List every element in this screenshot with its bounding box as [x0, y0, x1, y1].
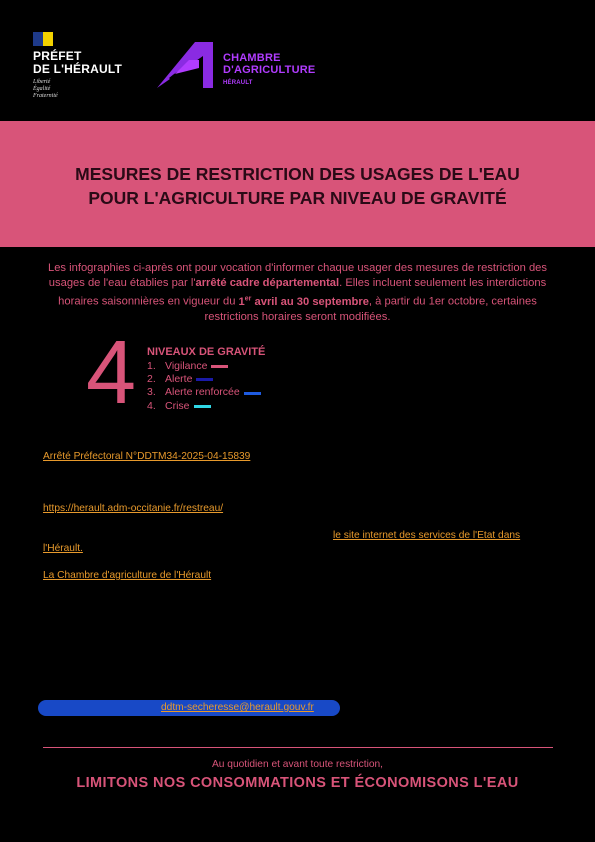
prefet-logo	[33, 32, 133, 100]
page-title-line1: MESURES DE RESTRICTION DES USAGES DE L'EAU	[75, 164, 520, 184]
marianne-icon	[33, 32, 53, 46]
niveau-color-line	[194, 405, 211, 408]
site-etat-link-part2[interactable]: l'Hérault.	[43, 543, 83, 554]
niveau-number: 2.	[147, 373, 156, 386]
page-title	[0, 162, 595, 210]
niveau-number: 1.	[147, 360, 156, 372]
niveau-item-crise	[147, 400, 265, 413]
niveaux-block	[147, 346, 265, 413]
chambre-line2: D'AGRICULTURE	[223, 64, 316, 76]
arrete-prefectoral-link[interactable]: Arrêté Préfectoral N°DDTM34-2025-04-15839	[43, 451, 251, 462]
chambre-line3: HÉRAULT	[223, 80, 253, 86]
devise	[33, 79, 133, 100]
prefet-title-line1: PRÉFET	[33, 49, 82, 63]
niveau-color-line	[196, 378, 213, 381]
prefet-title	[33, 50, 133, 76]
email-link[interactable]: ddtm-secheresse@herault.gouv.fr	[161, 702, 314, 713]
prefet-title-line2: DE L'HÉRAULT	[33, 62, 123, 76]
niveau-color-line	[244, 392, 261, 395]
title-band	[0, 121, 595, 247]
niveau-item-vigilance	[147, 360, 265, 373]
niveaux-list	[147, 360, 265, 413]
intro-date-rest: avril au 30 septembre	[251, 295, 369, 308]
devise-line3: Fraternité	[33, 93, 58, 99]
niveau-label: Alerte	[165, 373, 193, 386]
chambre-emblem-icon	[155, 38, 217, 92]
chambre-agriculture-logo	[155, 38, 325, 92]
intro-date-sup: er	[244, 295, 252, 302]
niveau-label: Alerte renforcée	[165, 386, 240, 399]
intro-paragraph	[40, 261, 555, 325]
devise-line2: Égalité	[33, 86, 51, 92]
intro-text-3: , à partir du 1er octobre, certaines restrictions horaires seront modifiées.	[204, 295, 537, 323]
intro-date-num: 1	[238, 295, 245, 308]
niveaux-title: NIVEAUX DE GRAVITÉ	[147, 346, 266, 358]
footer-slogan: LIMITONS NOS CONSOMMATIONS ET ÉCONOMISONS L'EAU	[76, 775, 519, 791]
big-number-four: 4	[86, 323, 137, 423]
devise-line1: Liberté	[33, 79, 51, 85]
footer-tagline: Au quotidien et avant toute restriction,	[211, 759, 384, 770]
footer-divider	[43, 747, 553, 748]
site-etat-link-part1[interactable]: le site internet des services de l'Etat dans	[333, 530, 521, 541]
niveau-color-line	[211, 365, 228, 368]
intro-bold-arrete: arrêté cadre départemental	[195, 277, 340, 289]
restreau-url-link[interactable]: https://herault.adm-occitanie.fr/restreau/	[43, 503, 224, 514]
intro-text-1: Les infographies ci-après ont pour vocation d'informer chaque usager des mesures de restriction des usages de l'eau établies par l'	[47, 262, 547, 289]
intro-bold-dates	[239, 296, 369, 308]
intro-text-2: . Elles incluent seulement les interdictions horaires saisonnières en vigueur du	[58, 277, 547, 308]
chambre-line1: CHAMBRE	[223, 52, 281, 64]
niveau-number: 4.	[147, 399, 156, 412]
niveau-label: Crise	[165, 399, 190, 412]
niveau-number: 3.	[147, 386, 156, 399]
chambre-agriculture-link[interactable]: La Chambre d'agriculture de l'Hérault	[43, 570, 212, 581]
chambre-text	[223, 52, 315, 89]
niveau-label: Vigilance	[165, 360, 208, 372]
niveau-item-alerte	[147, 373, 265, 386]
niveau-item-alerte-renforcee	[147, 386, 265, 399]
page-title-line2: POUR L'AGRICULTURE PAR NIVEAU DE GRAVITÉ	[88, 188, 507, 208]
